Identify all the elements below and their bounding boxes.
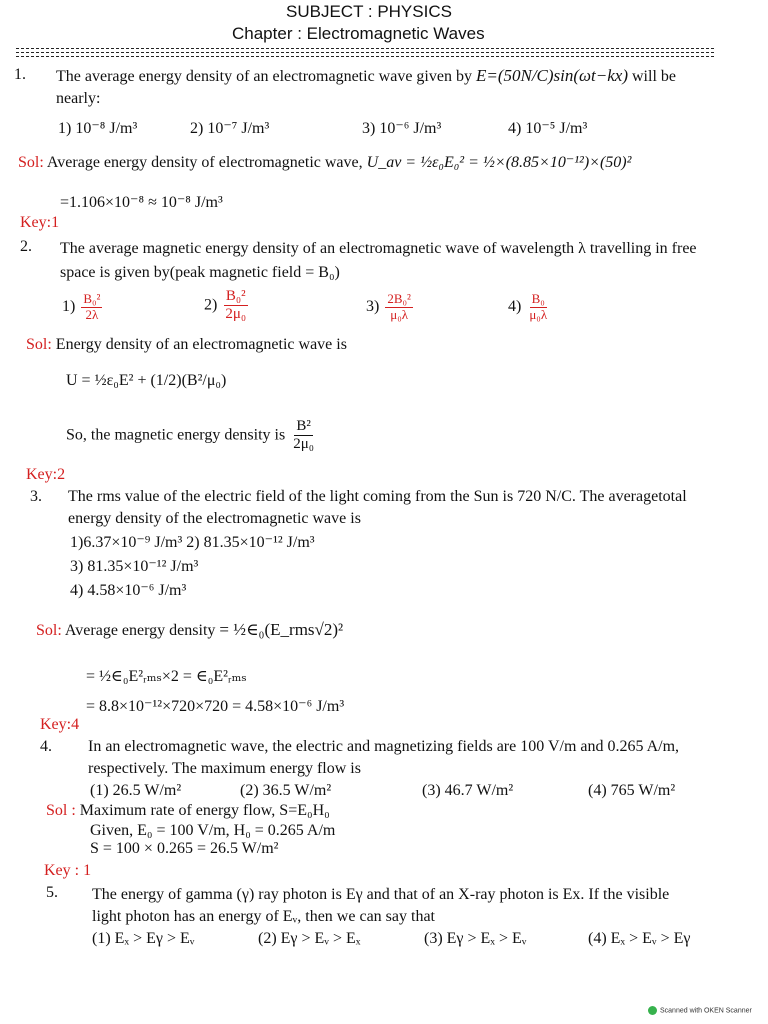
question-formula: E=(50N/C)sin(ωt−kx) (475, 66, 628, 85)
solution-text: Average energy density of electromagnetic wave, (46, 154, 363, 171)
option-denominator: 2λ (85, 306, 99, 322)
solution (18, 152, 631, 172)
solution-equation: = 8.8×10⁻¹²×720×720 = 4.58×10⁻⁶ J/m³ (86, 698, 345, 715)
option-4: 4) 10⁻⁵ J/m³ (508, 120, 588, 137)
question-text (56, 66, 676, 86)
option-4: (4) 765 W/m² (588, 782, 676, 799)
question-number: 3. (30, 488, 42, 505)
option-label: 2) (204, 296, 218, 314)
question-text: The rms value of the electric field of the light coming from the Sun is 720 N/C. The averagetotal (68, 488, 687, 505)
solution-label: Sol: (26, 336, 52, 353)
option-numerator: 2B₀² (387, 291, 411, 306)
solution-label: Sol: (36, 622, 62, 639)
option-4 (508, 292, 551, 323)
solution-label: Sol: (18, 154, 44, 171)
option-4: 4) 4.58×10⁻⁶ J/m³ (70, 582, 187, 599)
solution-equation: =1.106×10⁻⁸ ≈ 10⁻⁸ J/m³ (60, 194, 223, 211)
solution-equation: = ½∈₀E²ᵣₘₛ×2 = ∈₀E²ᵣₘₛ (86, 668, 247, 685)
solution-denominator: 2μ₀ (293, 436, 314, 453)
scanner-text: Scanned with OKEN Scanner (660, 1007, 752, 1015)
solution-text: Energy density of an electromagnetic wave is (55, 336, 347, 353)
option-1 (62, 292, 104, 323)
question-text-part: The average energy density of an electromagnetic wave given by (56, 68, 472, 85)
option-numerator: B₀ (531, 291, 545, 306)
option-denominator: μ₀λ (390, 306, 409, 322)
option-1: (1) Eₓ > Eγ > Eᵥ (92, 930, 195, 947)
solution-text-part: So, the magnetic energy density is (66, 426, 286, 444)
answer-key: Key:2 (26, 466, 66, 483)
question-number: 1. (14, 66, 26, 83)
question-text: The energy of gamma (γ) ray photon is Eγ and that of an X-ray photon is Ex. If the visible (92, 886, 670, 903)
solution-text: Given, E₀ = 100 V/m, H₀ = 0.265 A/m (90, 822, 336, 839)
solution (26, 336, 347, 354)
solution-equation: U_av = ½ε₀E₀² = ½×(8.85×10⁻¹²)×(50)² (366, 154, 632, 171)
subject-heading: SUBJECT : PHYSICS (286, 2, 452, 21)
option-numerator: B₀² (224, 288, 248, 306)
question-number: 4. (40, 738, 52, 755)
solution-label: Sol : (46, 802, 76, 819)
option-numerator: B₀² (83, 291, 101, 306)
answer-key: Key:1 (20, 214, 60, 231)
divider-rule (16, 48, 714, 49)
solution-text (66, 418, 318, 454)
solution-text: Maximum rate of energy flow, S=E₀H₀ (79, 802, 330, 819)
option-3: (3) Eγ > Eₓ > Eᵥ (424, 930, 527, 947)
chapter-heading: Chapter : Electromagnetic Waves (232, 24, 485, 43)
solution-equation: = ½∈₀(E_rms√2)² (219, 620, 344, 639)
question-number: 5. (46, 884, 58, 901)
option-4: (4) Eₓ > Eᵥ > Eγ (588, 930, 691, 947)
solution-equation: S = 100 × 0.265 = 26.5 W/m² (90, 840, 279, 857)
question-text: light photon has an energy of Eᵥ, then we can say that (92, 908, 435, 925)
option-denominator: μ₀λ (529, 306, 548, 322)
option-2: (2) 36.5 W/m² (240, 782, 332, 799)
solution-text: Average energy density (64, 622, 216, 639)
option-label: 3) (366, 298, 380, 316)
question-text: respectively. The maximum energy flow is (88, 760, 361, 777)
option-1: 1) 10⁻⁸ J/m³ (58, 120, 138, 137)
question-text: energy density of the electromagnetic wave is (68, 510, 361, 527)
scanner-logo-icon (648, 1006, 657, 1015)
answer-key: Key:4 (40, 716, 80, 733)
option-3: 3) 10⁻⁶ J/m³ (362, 120, 442, 137)
option-3: 3) 81.35×10⁻¹² J/m³ (70, 558, 199, 575)
question-text-part: will be (632, 68, 676, 85)
answer-key: Key : 1 (44, 862, 92, 879)
scanner-watermark (648, 1006, 752, 1015)
option-2: 2) 10⁻⁷ J/m³ (190, 120, 270, 137)
option-3: (3) 46.7 W/m² (422, 782, 514, 799)
solution (46, 802, 330, 820)
option-2: (2) Eγ > Eᵥ > Eₓ (258, 930, 361, 947)
question-number: 2. (20, 238, 32, 255)
question-text: nearly: (56, 90, 101, 107)
option-label: 4) (508, 298, 522, 316)
question-text: space is given by(peak magnetic field = B₀) (60, 264, 340, 281)
divider-rule (16, 56, 714, 57)
question-text: The average magnetic energy density of an electromagnetic wave of wavelength λ travelling in free (60, 240, 697, 257)
option-1: (1) 26.5 W/m² (90, 782, 182, 799)
solution-equation: U = ½ε₀E² + (1/2)(B²/μ₀) (66, 372, 227, 389)
option-2 (204, 288, 250, 324)
option-1-2: 1)6.37×10⁻⁹ J/m³ 2) 81.35×10⁻¹² J/m³ (70, 534, 315, 551)
option-denominator: 2μ₀ (225, 306, 247, 323)
solution (36, 620, 343, 640)
option-3 (366, 292, 415, 323)
question-text: In an electromagnetic wave, the electric and magnetizing fields are 100 V/m and 0.265 A/m, (88, 738, 680, 755)
solution-numerator: B² (294, 418, 313, 436)
option-label: 1) (62, 298, 76, 316)
divider-rule (16, 52, 714, 53)
